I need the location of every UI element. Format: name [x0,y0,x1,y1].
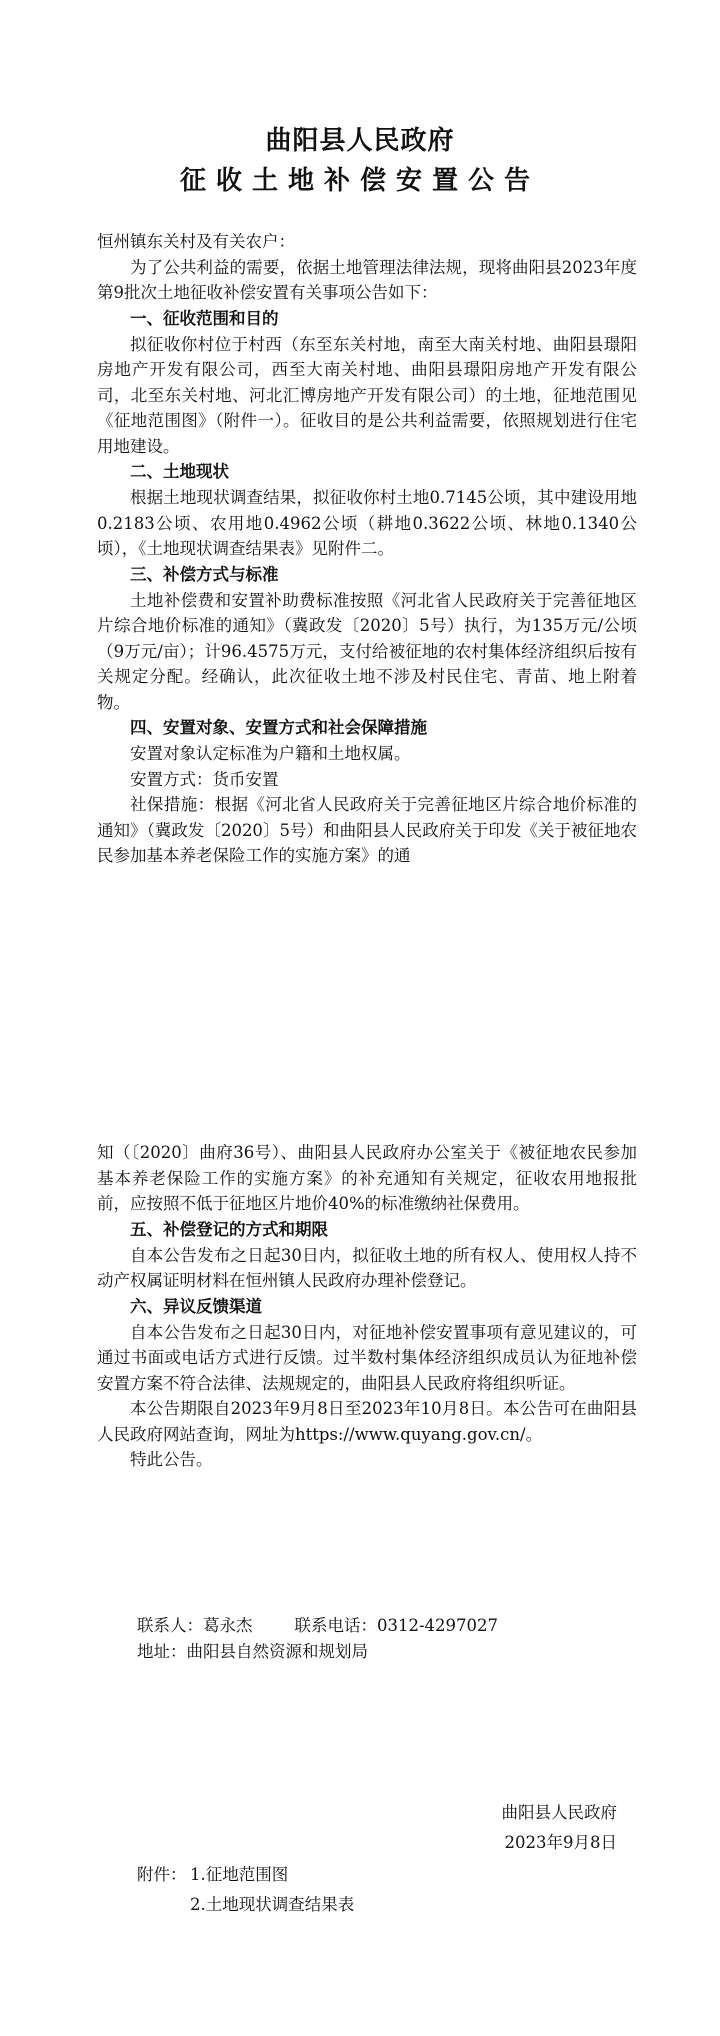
section3-heading: 三、补偿方式与标准 [130,564,279,584]
section6-heading: 六、异议反馈渠道 [130,1296,262,1316]
signature-org: 曲阳县人民政府 [501,1803,617,1822]
section4-social-security-part1: 社保措施：根据《河北省人民政府关于完善征地区片综合地价标准的通知》（冀政发〔2020〕5号）和曲阳县人民政府关于印发《关于被征地农民参加基本养老保险工作的实施方案》的通 [97,795,637,865]
title-issuer: 曲阳县人民政府 [265,126,455,156]
section3-body: 土地补偿费和安置补助费标准按照《河北省人民政府关于完善征地区片综合地价标准的通知》（冀政发〔2020〕5号）执行，为135万元/公顷（9万元/亩）；计96.4575万元，支付给被征地的农村集体经济组织后按有关规定分配。经确认，此次征收土地不涉及村民住宅、青苗、地上附着物。 [97,590,637,712]
section6-body: 自本公告发布之日起30日内，对征地补偿安置事项有意见建议的，可通过书面或电话方式进行反馈。过半数村集体经济组织成员认为征地补偿安置方案不符合法律、法规规定的，曲阳县人民政府将组织听证。 [97,1322,637,1393]
section5-body: 自本公告发布之日起30日内，拟征收土地的所有权人、使用权人持不动产权属证明材料在恒州镇人民政府办理补偿登记。 [97,1245,637,1290]
section4-method: 安置方式：货币安置 [130,769,279,789]
closing-statement: 特此公告。 [130,1450,213,1469]
section2-heading: 二、土地现状 [130,462,229,481]
announcement-period: 本公告期限自2023年9月8日至2023年10月8日。本公告可在曲阳县人民政府网站查询，网址为https://www.quyang.gov.cn/。 [97,1399,637,1444]
section2-body: 根据土地现状调查结果，拟征收你村土地0.7145公顷，其中建设用地0.2183公顷、农用地0.4962公顷（耕地0.3622公顷、林地0.1340公顷），《土地现状调查结果表》见附件二。 [97,488,637,558]
section1-heading: 一、征收范围和目的 [130,308,279,328]
contact-address: 地址：曲阳县自然资源和规划局 [137,1642,368,1661]
section5-heading: 五、补偿登记的方式和期限 [130,1219,328,1239]
signature-date: 2023年9月8日 [504,1833,617,1852]
body-upper [97,229,637,869]
contact-info: 联系人：葛永杰 联系电话：0312-4297027 [137,1616,499,1635]
section1-body: 拟征收你村位于村西（东至东关村地，南至大南关村地、曲阳县璟阳房地产开发有限公司，西至大南关村地、曲阳县璟阳房地产开发有限公司，北至东关村地、河北汇博房地产开发有限公司）的土地，征地范围见《征地范围图》（附件一）。征收目的是公共利益需要，依照规划进行住宅用地建设。 [97,334,637,456]
body-lower [97,1140,637,1473]
attachment-item-2: 2.土地现状调查结果表 [190,1895,355,1914]
intro-paragraph: 为了公共利益的需要，依据土地管理法律法规，现将曲阳县2023年度第9批次土地征收补偿安置有关事项公告如下： [97,257,637,302]
title-subject: 征收土地补偿安置公告 [179,166,540,196]
section4-target: 安置对象认定标准为户籍和土地权属。 [130,744,411,763]
section4-social-security-part2: 知（〔2020〕曲府36号）、曲阳县人民政府办公室关于《被征地农民参加基本养老保险工作的实施方案》的补充通知有关规定，征收农用地报批前，应按照不低于征地区片地价40%的标准缴纳社保费用。 [97,1143,637,1213]
attachments-label: 附件： [137,1865,187,1884]
attachment-item-1: 1.征地范围图 [190,1865,289,1884]
section4-heading: 四、安置对象、安置方式和社会保障措施 [130,718,427,737]
addressee: 恒州镇东关村及有关农户： [97,232,295,251]
